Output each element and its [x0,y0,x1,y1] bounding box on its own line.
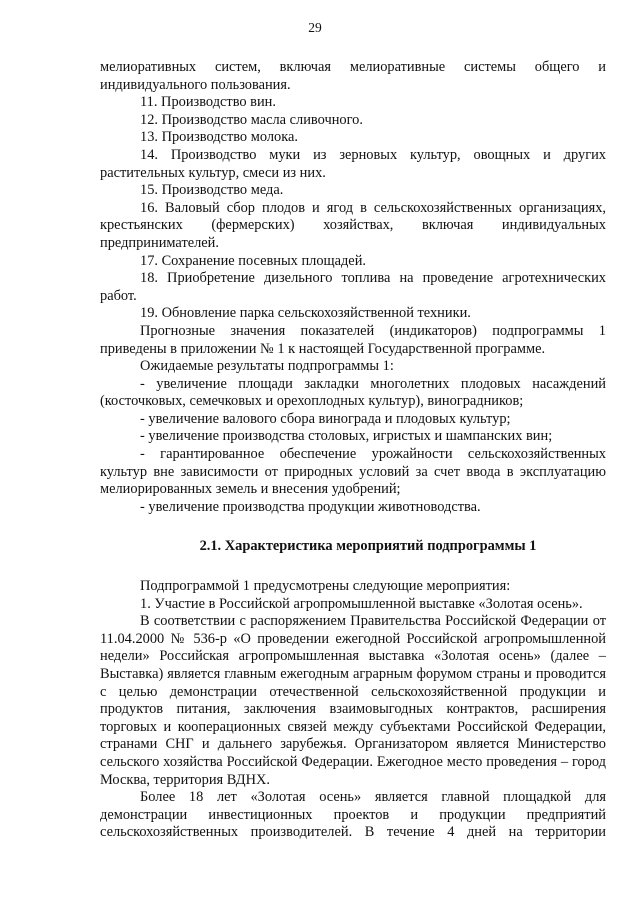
list-item: 19. Обновление парка сельскохозяйственной техники. [140,305,471,322]
list-item: 17. Сохранение посевных площадей. [140,252,366,269]
result-item: - увеличение производства продукции животноводства. [140,498,481,515]
list-item: 12. Производство масла сливочного. [140,111,363,128]
paragraph: Ожидаемые результаты подпрограммы 1: [140,358,394,375]
paragraph: мелиоративных систем, включая мелиоративные системы общего и индивидуального пользования. [100,59,606,93]
list-item: 15. Производство меда. [140,182,284,199]
result-item: - гарантированное обеспечение урожайности сельскохозяйственных культур вне зависимости от природных условий за счет ввода в эксплуатацию мелиорированных земель и внесения удобрений; [100,446,606,498]
result-item: - увеличение производства столовых, игристых и шампанских вин; [140,428,553,445]
section-heading: 2.1. Характеристика мероприятий подпрограммы 1 [199,538,537,555]
list-item: 11. Производство вин. [140,94,276,111]
paragraph: В соответствии с распоряжением Правительства Российской Федерации от 11.04.2000 № 536-р «О проведении ежегодной Российской агропромышленной недели» Российская агропромышленная выставка «Золотая осень» (далее – Выставка) является главным ежегодным аграрным форумом страны и проводится с целью демонстрации отечественной сельскохозяйственной продукции и продуктов питания, заключения взаимовыгодных контрактов, расширения торговых и кооперационных связей между субъектами Российской Федерации, странами СНГ и дальнего зарубежья. Организатором является Министерство сельского хозяйства Российской Федерации. Ежегодное место проведения – город Москва, территория ВДНХ. [100,613,606,788]
result-item: - увеличение валового сбора винограда и плодовых культур; [140,410,511,427]
list-item: 14. Производство муки из зерновых культур, овощных и других растительных культур, смеси из них. [100,146,606,181]
paragraph: Прогнозные значения показателей (индикаторов) подпрограммы 1 приведены в приложении № 1 к настоящей Государственной программе. [100,322,606,357]
list-item: 16. Валовый сбор плодов и ягод в сельскохозяйственных организациях, крестьянских (фермерских) хозяйствах, включая индивидуальных предпринимателей. [100,199,606,251]
paragraph: Более 18 лет «Золотая осень» является главной площадкой для демонстрации инвестиционных проектов и продукции предприятий сельскохозяйственных производителей. В течение 4 дней на территории [100,789,606,841]
paragraph: 1. Участие в Российской агропромышленной выставке «Золотая осень». [140,595,583,612]
list-item: 13. Производство молока. [140,129,298,146]
list-item: 18. Приобретение дизельного топлива на проведение агротехнических работ. [100,270,606,304]
result-item: - увеличение площади закладки многолетних плодовых насаждений (косточковых, семечковых и орехоплодных культур), виноградников; [100,375,606,410]
paragraph: Подпрограммой 1 предусмотрены следующие мероприятия: [140,578,511,595]
page-number: 29 [308,20,322,35]
document-body [100,59,606,842]
